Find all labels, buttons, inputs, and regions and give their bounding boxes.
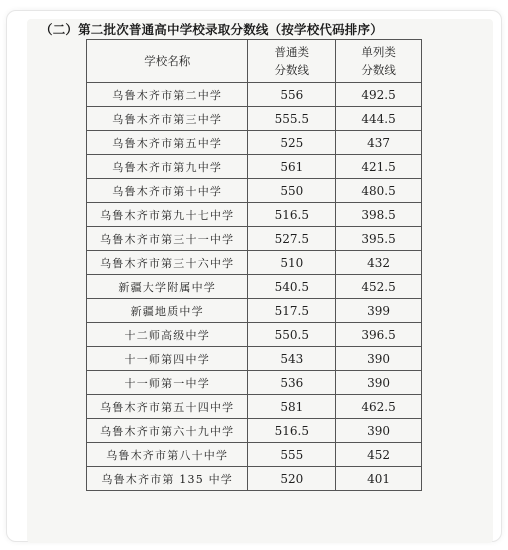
header-separate-score bbox=[336, 40, 422, 83]
table-row bbox=[87, 347, 422, 371]
cell-ordinary-score: 555 bbox=[248, 443, 336, 467]
table-row bbox=[87, 83, 422, 107]
table-row bbox=[87, 227, 422, 251]
table-row bbox=[87, 179, 422, 203]
cell-separate-score: 432 bbox=[336, 251, 422, 275]
cell-separate-score: 480.5 bbox=[336, 179, 422, 203]
cell-separate-score: 390 bbox=[336, 371, 422, 395]
cell-school-name: 新疆地质中学 bbox=[87, 299, 248, 323]
cell-ordinary-score: 550.5 bbox=[248, 323, 336, 347]
cell-school-name: 乌鲁木齐市第九十七中学 bbox=[87, 203, 248, 227]
table-row bbox=[87, 371, 422, 395]
table-row bbox=[87, 251, 422, 275]
cell-school-name: 十一师第四中学 bbox=[87, 347, 248, 371]
cell-ordinary-score: 520 bbox=[248, 467, 336, 491]
cell-separate-score: 401 bbox=[336, 467, 422, 491]
cell-school-name: 乌鲁木齐市第五十四中学 bbox=[87, 395, 248, 419]
cell-ordinary-score: 516.5 bbox=[248, 419, 336, 443]
cell-separate-score: 452 bbox=[336, 443, 422, 467]
cell-school-name: 乌鲁木齐市第八十中学 bbox=[87, 443, 248, 467]
cell-separate-score: 437 bbox=[336, 131, 422, 155]
header-ordinary-line2: 分数线 bbox=[274, 63, 310, 77]
cell-ordinary-score: 556 bbox=[248, 83, 336, 107]
header-ordinary-score bbox=[248, 40, 336, 83]
cell-school-name: 乌鲁木齐市第六十九中学 bbox=[87, 419, 248, 443]
table-row bbox=[87, 323, 422, 347]
table-row bbox=[87, 203, 422, 227]
header-separate-line1: 单列类 bbox=[361, 45, 396, 59]
cell-ordinary-score: 550 bbox=[248, 179, 336, 203]
table-title: （二）第二批次普通高中学校录取分数线（按学校代码排序） bbox=[40, 22, 383, 37]
header-ordinary-line1: 普通类 bbox=[274, 45, 310, 59]
cell-separate-score: 462.5 bbox=[336, 395, 422, 419]
cell-separate-score: 396.5 bbox=[336, 323, 422, 347]
cell-school-name: 十二师高级中学 bbox=[87, 323, 248, 347]
cell-ordinary-score: 581 bbox=[248, 395, 336, 419]
table-row bbox=[87, 275, 422, 299]
header-school-name: 学校名称 bbox=[87, 40, 248, 83]
cell-ordinary-score: 527.5 bbox=[248, 227, 336, 251]
cell-school-name: 乌鲁木齐市第三十一中学 bbox=[87, 227, 248, 251]
cell-school-name: 乌鲁木齐市第十中学 bbox=[87, 179, 248, 203]
cell-ordinary-score: 555.5 bbox=[248, 107, 336, 131]
cell-separate-score: 421.5 bbox=[336, 155, 422, 179]
cell-school-name: 乌鲁木齐市第三中学 bbox=[87, 107, 248, 131]
cell-ordinary-score: 543 bbox=[248, 347, 336, 371]
table-row bbox=[87, 131, 422, 155]
cell-separate-score: 398.5 bbox=[336, 203, 422, 227]
cell-separate-score: 399 bbox=[336, 299, 422, 323]
cell-school-name: 乌鲁木齐市第二中学 bbox=[87, 83, 248, 107]
cell-school-name: 乌鲁木齐市第五中学 bbox=[87, 131, 248, 155]
cell-separate-score: 390 bbox=[336, 347, 422, 371]
cell-ordinary-score: 510 bbox=[248, 251, 336, 275]
score-table bbox=[86, 39, 422, 491]
header-separate-line2: 分数线 bbox=[361, 63, 396, 77]
cell-ordinary-score: 516.5 bbox=[248, 203, 336, 227]
cell-school-name: 乌鲁木齐市第九中学 bbox=[87, 155, 248, 179]
cell-ordinary-score: 561 bbox=[248, 155, 336, 179]
cell-separate-score: 390 bbox=[336, 419, 422, 443]
table-row bbox=[87, 107, 422, 131]
cell-ordinary-score: 536 bbox=[248, 371, 336, 395]
cell-separate-score: 492.5 bbox=[336, 83, 422, 107]
table-row bbox=[87, 467, 422, 491]
cell-school-name: 乌鲁木齐市第 135 中学 bbox=[87, 467, 248, 491]
cell-separate-score: 395.5 bbox=[336, 227, 422, 251]
table-row bbox=[87, 299, 422, 323]
cell-school-name: 乌鲁木齐市第三十六中学 bbox=[87, 251, 248, 275]
table-row bbox=[87, 419, 422, 443]
table-row bbox=[87, 395, 422, 419]
table-header-row bbox=[87, 40, 422, 83]
cell-ordinary-score: 517.5 bbox=[248, 299, 336, 323]
table-row bbox=[87, 443, 422, 467]
cell-ordinary-score: 525 bbox=[248, 131, 336, 155]
cell-ordinary-score: 540.5 bbox=[248, 275, 336, 299]
cell-separate-score: 444.5 bbox=[336, 107, 422, 131]
table-row bbox=[87, 155, 422, 179]
cell-school-name: 新疆大学附属中学 bbox=[87, 275, 248, 299]
cell-separate-score: 452.5 bbox=[336, 275, 422, 299]
cell-school-name: 十一师第一中学 bbox=[87, 371, 248, 395]
